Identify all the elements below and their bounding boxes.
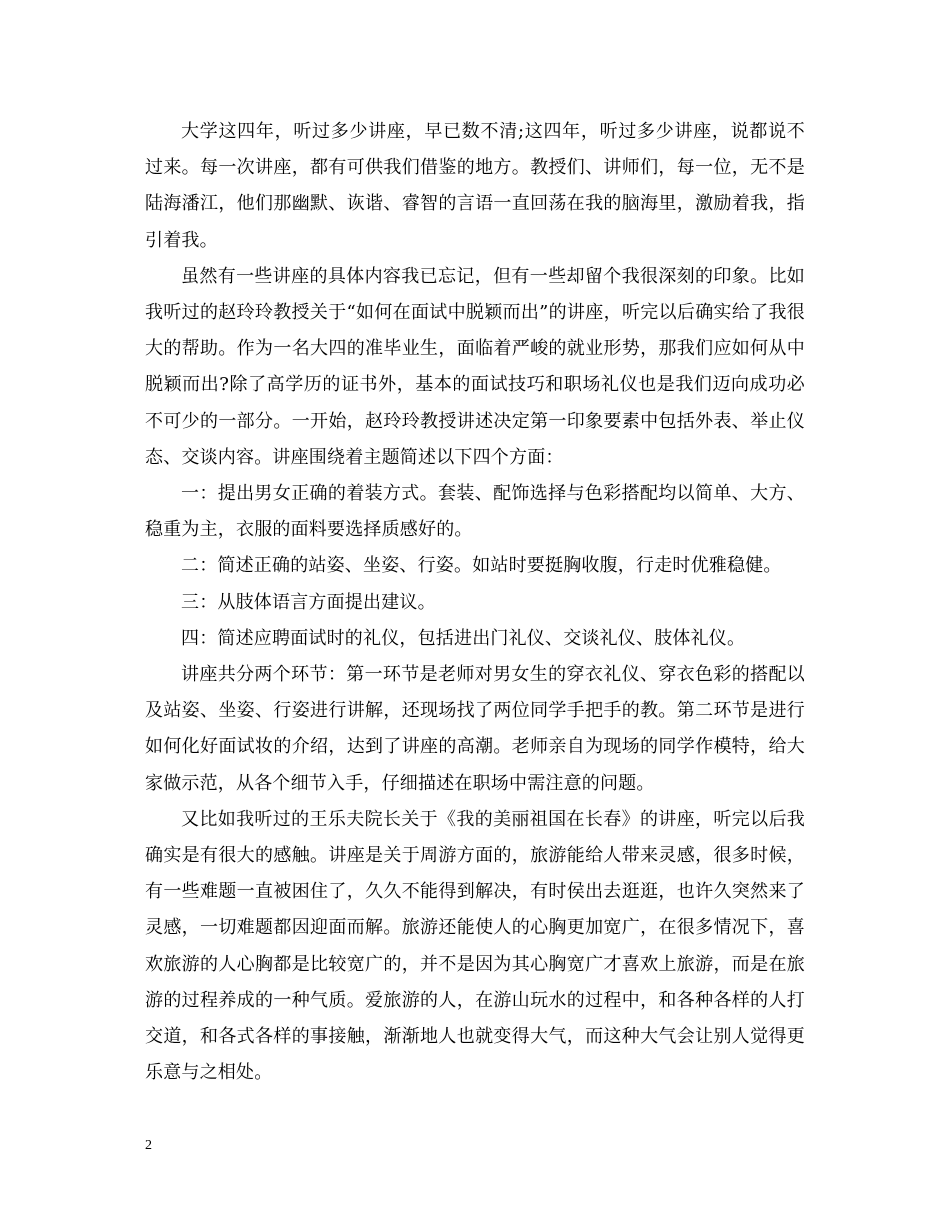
paragraph-4: 二：简述正确的站姿、坐姿、行姿。如站时要挺胸收腹，行走时优雅稳健。 bbox=[181, 555, 782, 577]
paragraph-3: 一：提出男女正确的着装方式。套装、配饰选择与色彩搭配均以简单、大方、稳重为主，衣服的面料要选择质感好的。 bbox=[145, 483, 805, 541]
paragraph-1: 大学这四年，听过多少讲座，早已数不清;这四年，听过多少讲座，说都说不过来。每一次讲座，都有可供我们借鉴的地方。教授们、讲师们，每一位，无不是陆海潘江，他们那幽默、诙谐、睿智的言语一直回荡在我的脑海里，激励着我，指引着我。 bbox=[145, 121, 805, 251]
paragraph-5: 三：从肢体语言方面提出建议。 bbox=[181, 591, 436, 613]
paragraph-6: 四：简述应聘面试时的礼仪，包括进出门礼仪、交谈礼仪、肢体礼仪。 bbox=[181, 627, 746, 649]
document-body bbox=[145, 114, 805, 1091]
paragraph-7: 讲座共分两个环节：第一环节是老师对男女生的穿衣礼仪、穿衣色彩的搭配以及站姿、坐姿、行姿进行讲解，还现场找了两位同学手把手的教。第二环节是进行如何化好面试妆的介绍，达到了讲座的高潮。老师亲自为现场的同学作模特，给大家做示范，从各个细节入手，仔细描述在职场中需注意的问题。 bbox=[145, 664, 805, 794]
paragraph-2: 虽然有一些讲座的具体内容我已忘记，但有一些却留个我很深刻的印象。比如我听过的赵玲玲教授关于“如何在面试中脱颖而出”的讲座，听完以后确实给了我很大的帮助。作为一名大四的准毕业生，面临着严峻的就业形势，那我们应如何从中脱颖而出?除了高学历的证书外，基本的面试技巧和职场礼仪也是我们迈向成功必不可少的一部分。一开始，赵玲玲教授讲述决定第一印象要素中包括外表、举止仪态、交谈内容。讲座围绕着主题简述以下四个方面： bbox=[145, 265, 805, 468]
paragraph-8: 又比如我听过的王乐夫院长关于《我的美丽祖国在长春》的讲座，听完以后我确实是有很大的感触。讲座是关于周游方面的，旅游能给人带来灵感，很多时候，有一些难题一直被困住了，久久不能得到解决，有时侯出去逛逛，也许久突然来了灵感，一切难题都因迎面而解。旅游还能使人的心胸更加宽广，在很多情况下，喜欢旅游的人心胸都是比较宽广的，并不是因为其心胸宽广才喜欢上旅游，而是在旅游的过程养成的一种气质。爱旅游的人，在游山玩水的过程中，和各种各样的人打交道，和各式各样的事接触，渐渐地人也就变得大气，而这种大气会让别人觉得更乐意与之相处。 bbox=[145, 808, 805, 1084]
page-number: 2 bbox=[145, 1138, 152, 1153]
